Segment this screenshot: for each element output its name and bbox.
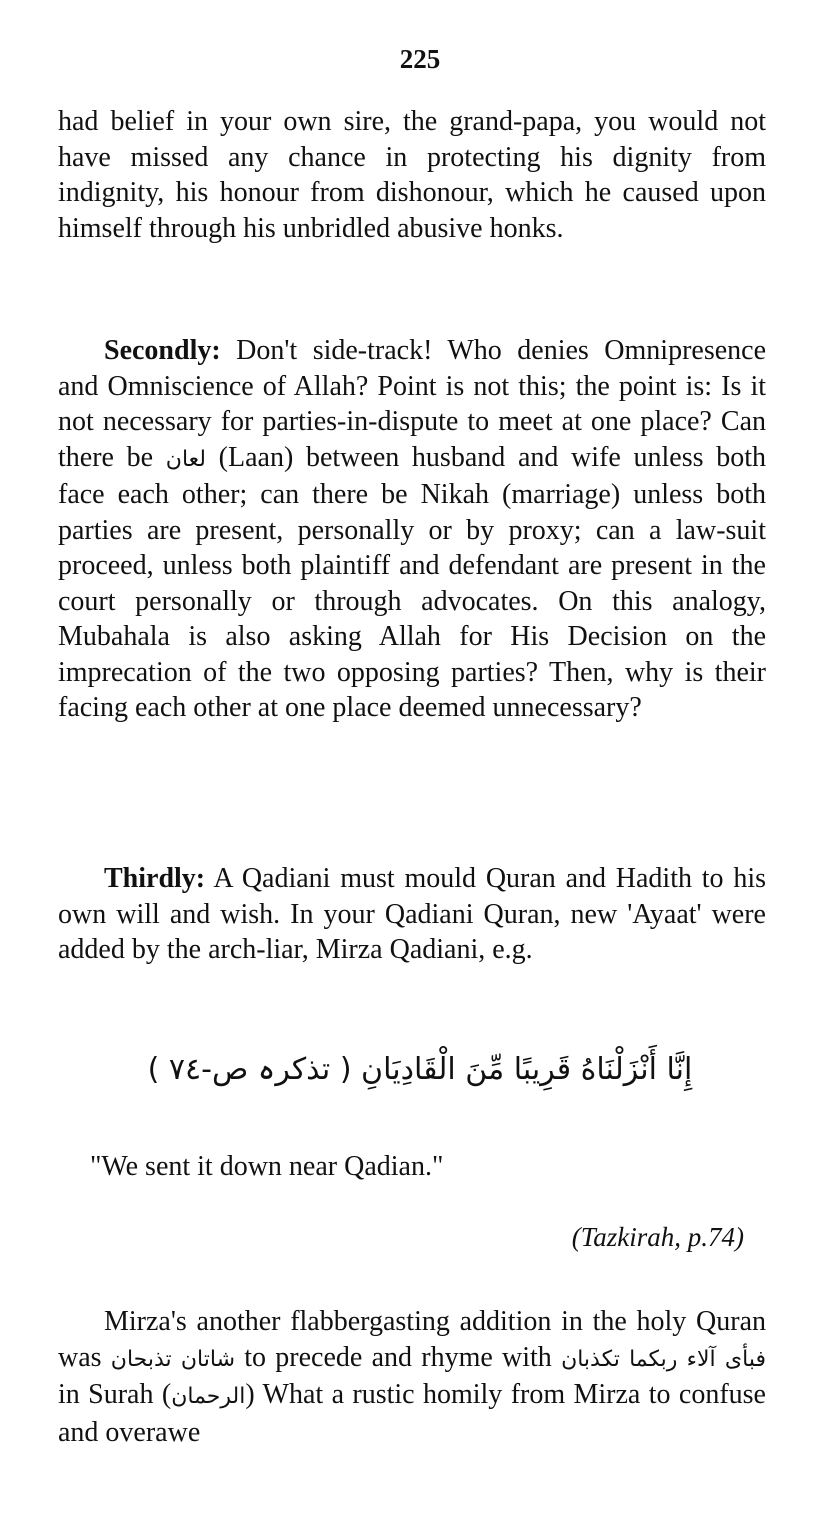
arabic-verse: إِنَّا أَنْزَلْنَاهُ قَرِيبًا مِّنَ الْقَادِيَانِ ( تذکرہ ص-٧٤ ): [147, 1052, 693, 1087]
thirdly-text: A Qadiani must mould Quran and Hadith to his own will and wish. In your Qadiani Quran, new 'Ayaat' were added by the arch-liar, Mirza Qadiani, e.g.: [58, 863, 766, 965]
mirza-text-a: Mirza's another flabbergasting addition in the holy Quran was: [58, 1306, 766, 1373]
verse-translation: "We sent it down near Qadian.": [90, 1151, 444, 1182]
secondly-text-b: (Laan) between husband and wife unless both face each other; can there be Nikah (marriage) unless both parties are present, personally or by proxy; can a law-suit proceed, unless both plaintiff and defendant are present in the court personally or through advocates. On this analogy, Mubahala is also asking Allah for His Decision on the imprecation of the two opposing parties? Then, why is their facing each other at one place deemed unnecessary?: [58, 441, 766, 723]
arabic-shatan: شاتان تذبحان: [110, 1346, 236, 1372]
paragraph-mirza-addition: [58, 1304, 766, 1450]
paragraph-secondly: [58, 333, 766, 726]
thirdly-heading: Thirdly:: [104, 863, 206, 894]
page-number: 225: [399, 44, 441, 74]
arabic-fabiayyi: فبأی آلاء ربکما تکذبان: [561, 1346, 766, 1372]
secondly-text-a: Don't side-track! Who denies Omnipresence and Omniscience of Allah? Point is not this; the point is: Is it not necessary for parties-in-dispute to meet at one place? Can there be: [58, 335, 766, 473]
paragraph-continuation: had belief in your own sire, the grand-papa, you would not have missed any chance in protecting his dignity from indignity, his honour from dishonour, which he caused upon himself through his unbridled abusive honks.: [58, 106, 766, 244]
secondly-heading: Secondly:: [104, 335, 221, 366]
mirza-text-d: ) What a rustic homily from Mirza to confuse and overawe: [58, 1379, 766, 1448]
mirza-text-b: to precede and rhyme with: [235, 1341, 562, 1373]
arabic-surah-name: الرحمان: [171, 1384, 246, 1409]
citation: (Tazkirah, p.74): [571, 1222, 744, 1252]
mirza-text-c: in Surah (: [58, 1379, 172, 1410]
arabic-laan: لعان: [165, 446, 206, 472]
paragraph-thirdly: [58, 861, 766, 968]
